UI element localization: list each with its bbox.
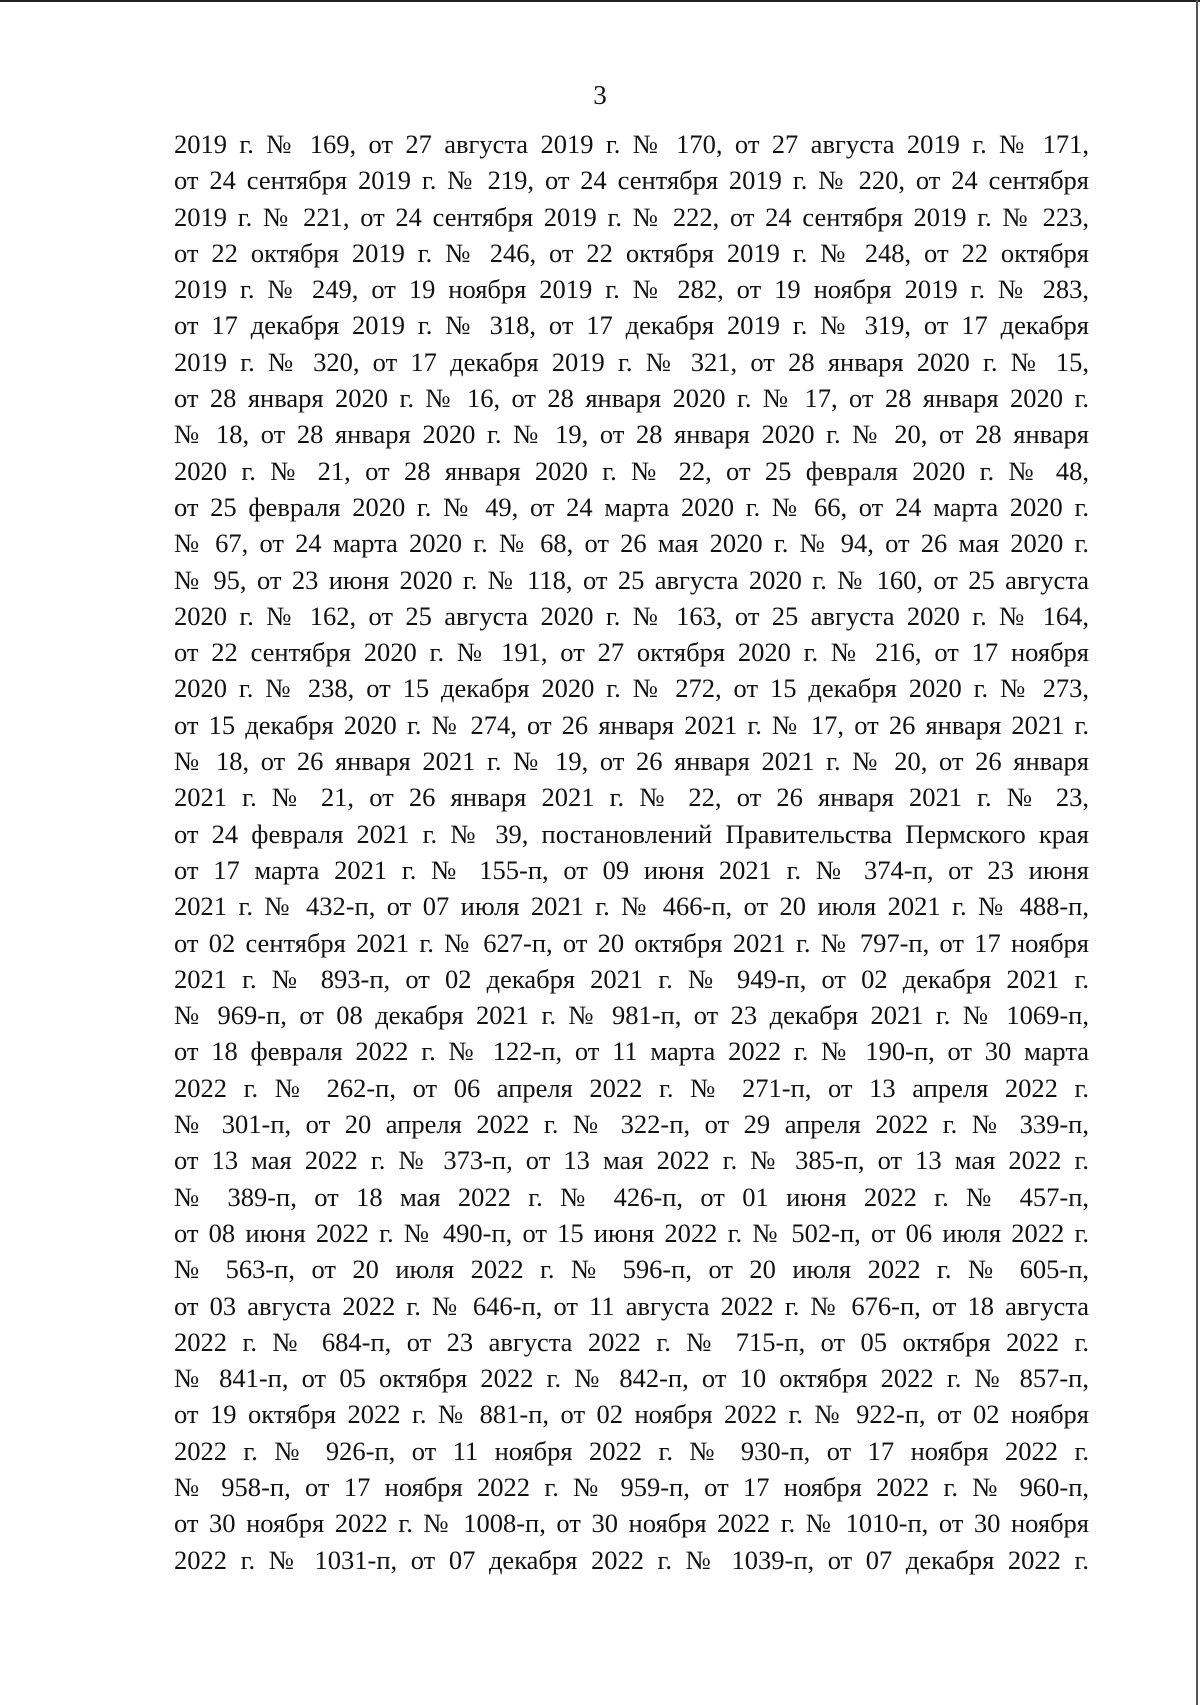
text-line: 2022 г. № 926-п, от 11 ноября 2022 г. № 930-п, от 17 ноября 2022 г. <box>174 1435 1089 1466</box>
scan-border-right <box>1196 0 1198 1705</box>
text-line: № 67, от 24 марта 2020 г. № 68, от 26 мая 2020 г. № 94, от 26 мая 2020 г. <box>174 528 1089 559</box>
text-line: 2019 г. № 320, от 17 декабря 2019 г. № 321, от 28 января 2020 г. № 15, <box>174 346 1089 377</box>
text-line: № 841-п, от 05 октября 2022 г. № 842-п, от 10 октября 2022 г. № 857-п, <box>174 1363 1089 1394</box>
text-line: от 25 февраля 2020 г. № 49, от 24 марта 2020 г. № 66, от 24 марта 2020 г. <box>174 491 1089 522</box>
text-line: от 13 мая 2022 г. № 373-п, от 13 мая 2022 г. № 385-п, от 13 мая 2022 г. <box>174 1145 1089 1176</box>
text-line: 2020 г. № 21, от 28 января 2020 г. № 22, от 25 февраля 2020 г. № 48, <box>174 455 1089 486</box>
text-line: от 28 января 2020 г. № 16, от 28 января 2020 г. № 17, от 28 января 2020 г. <box>174 383 1089 414</box>
document-body-text <box>174 126 1089 1578</box>
text-line: 2022 г. № 684-п, от 23 августа 2022 г. № 715-п, от 05 октября 2022 г. <box>174 1326 1089 1357</box>
text-line: 2020 г. № 162, от 25 августа 2020 г. № 163, от 25 августа 2020 г. № 164, <box>174 600 1089 631</box>
text-line: № 969-п, от 08 декабря 2021 г. № 981-п, от 23 декабря 2021 г. № 1069-п, <box>174 1000 1089 1031</box>
text-line: 2019 г. № 169, от 27 августа 2019 г. № 170, от 27 августа 2019 г. № 171, <box>174 129 1089 159</box>
text-line: № 18, от 28 января 2020 г. № 19, от 28 января 2020 г. № 20, от 28 января <box>174 419 1089 450</box>
text-line: 2021 г. № 893-п, от 02 декабря 2021 г. № 949-п, от 02 декабря 2021 г. <box>174 963 1089 994</box>
text-line: от 18 февраля 2022 г. № 122-п, от 11 марта 2022 г. № 190-п, от 30 марта <box>174 1036 1089 1067</box>
text-line: 2020 г. № 238, от 15 декабря 2020 г. № 272, от 15 декабря 2020 г. № 273, <box>174 673 1089 704</box>
text-line: 2019 г. № 221, от 24 сентября 2019 г. № 222, от 24 сентября 2019 г. № 223, <box>174 201 1089 232</box>
text-line: от 15 декабря 2020 г. № 274, от 26 января 2021 г. № 17, от 26 января 2021 г. <box>174 709 1089 740</box>
text-line: от 02 сентября 2021 г. № 627-п, от 20 октября 2021 г. № 797-п, от 17 ноября <box>174 927 1089 958</box>
text-line: № 958-п, от 17 ноября 2022 г. № 959-п, от 17 ноября 2022 г. № 960-п, <box>174 1471 1089 1502</box>
text-line: от 22 октября 2019 г. № 246, от 22 октября 2019 г. № 248, от 22 октября <box>174 237 1089 268</box>
scan-border-top <box>0 0 1200 2</box>
text-line: 2021 г. № 21, от 26 января 2021 г. № 22, от 26 января 2021 г. № 23, <box>174 782 1089 813</box>
text-line: от 30 ноября 2022 г. № 1008-п, от 30 ноября 2022 г. № 1010-п, от 30 ноября <box>174 1508 1089 1539</box>
text-line: 2021 г. № 432-п, от 07 июля 2021 г. № 466-п, от 20 июля 2021 г. № 488-п, <box>174 891 1089 922</box>
text-line: 2022 г. № 262-п, от 06 апреля 2022 г. № 271-п, от 13 апреля 2022 г. <box>174 1072 1089 1103</box>
text-line: от 22 сентября 2020 г. № 191, от 27 октября 2020 г. № 216, от 17 ноября <box>174 637 1089 668</box>
text-line: № 95, от 23 июня 2020 г. № 118, от 25 августа 2020 г. № 160, от 25 августа <box>174 564 1089 595</box>
text-line: от 17 марта 2021 г. № 155-п, от 09 июня 2021 г. № 374-п, от 23 июня <box>174 854 1089 885</box>
text-line: № 563-п, от 20 июля 2022 г. № 596-п, от 20 июля 2022 г. № 605-п, <box>174 1254 1089 1285</box>
text-line: 2019 г. № 249, от 19 ноября 2019 г. № 282, от 19 ноября 2019 г. № 283, <box>174 274 1089 305</box>
text-line: от 08 июня 2022 г. № 490-п, от 15 июня 2022 г. № 502-п, от 06 июля 2022 г. <box>174 1217 1089 1248</box>
text-line: от 03 августа 2022 г. № 646-п, от 11 августа 2022 г. № 676-п, от 18 августа <box>174 1290 1089 1321</box>
text-line: от 17 декабря 2019 г. № 318, от 17 декабря 2019 г. № 319, от 17 декабря <box>174 310 1089 341</box>
page-number: 3 <box>593 80 607 110</box>
text-line: 2022 г. № 1031-п, от 07 декабря 2022 г. № 1039-п, от 07 декабря 2022 г. <box>174 1544 1089 1575</box>
text-line: № 18, от 26 января 2021 г. № 19, от 26 января 2021 г. № 20, от 26 января <box>174 746 1089 777</box>
text-line: № 389-п, от 18 мая 2022 г. № 426-п, от 01 июня 2022 г. № 457-п, <box>174 1181 1089 1212</box>
text-line: от 24 сентября 2019 г. № 219, от 24 сентября 2019 г. № 220, от 24 сентября <box>174 165 1089 196</box>
text-line: от 19 октября 2022 г. № 881-п, от 02 ноября 2022 г. № 922-п, от 02 ноября <box>174 1399 1089 1430</box>
text-line: от 24 февраля 2021 г. № 39, постановлений Правительства Пермского края <box>174 818 1089 849</box>
text-line: № 301-п, от 20 апреля 2022 г. № 322-п, от 29 апреля 2022 г. № 339-п, <box>174 1109 1089 1140</box>
